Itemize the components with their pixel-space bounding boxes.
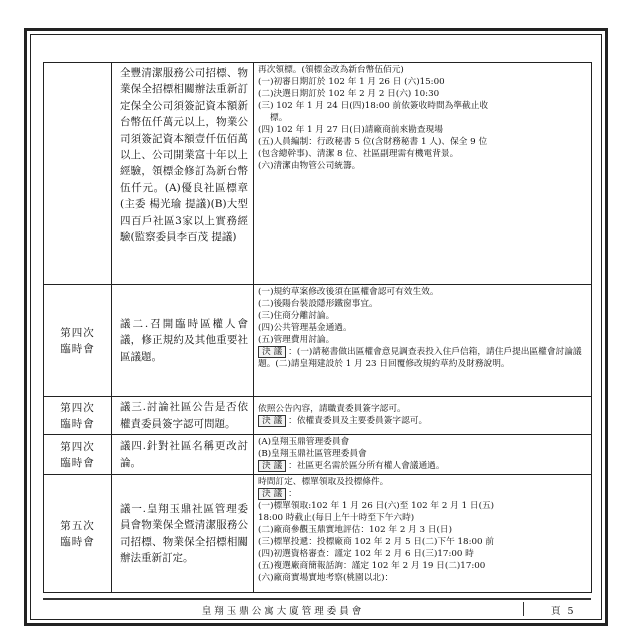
description-cell	[254, 63, 592, 285]
description-line: (四)初選資格審查：謹定 102 年 2 月 6 日(三)17:00 時	[258, 549, 474, 559]
description-line: (六)廠商實場實地考察(桃園以北)：	[258, 573, 394, 583]
description-line: (二)決選日期訂於 102 年 2 月 2 日(六) 10:30	[258, 89, 440, 99]
description-line: (A)皇翔玉鼎管理委員會	[258, 437, 350, 447]
resolution	[258, 460, 587, 472]
agenda-item-cell: 議一.皇翔玉鼎社區管理委員會物業保全暨清潔服務公司招標、物業保全招標相關辦法重新訂定。	[112, 475, 254, 593]
agenda-item-cell: 議二.召開臨時區權人會議，修正規約及其他重要社區議題。	[112, 285, 254, 397]
page-number: 頁 5	[551, 606, 576, 617]
footer-divider	[523, 602, 524, 616]
resolution-label: 決 議	[258, 415, 286, 427]
meeting-cell: 第四次 臨時會	[44, 285, 112, 397]
resolution	[258, 488, 587, 500]
resolution-text: ：(一)請秘書做出區權會意見調查表投入住戶信箱，請住戶提出區權會討論議題。(二)請皇翔建設於 1 月 23 日回覆修改規約草約及財務說明。	[258, 347, 582, 369]
description-line: (三) 102 年 1 月 24 日(四)18:00 前依簽收時間為準截止收	[258, 101, 489, 111]
description-line: (五)複選廠商簡報話詢：謹定 102 年 2 月 19 日(二)17:00	[258, 561, 486, 571]
resolution-text: ：	[288, 489, 297, 499]
table-row	[44, 285, 592, 397]
description-line: (四) 102 年 1 月 27 日(日)請廠商前來勘查現場	[258, 125, 443, 135]
resolution	[258, 415, 587, 427]
description-line: (一)初審日期訂於 102 年 1 月 26 日 (六)15:00	[258, 77, 445, 87]
description-line: (一)規約草案修改後須在區權會認可有效生效。	[258, 287, 439, 297]
description-line: (四)公共管理基金通過。	[258, 323, 352, 333]
description-line: (三)標單投遞：投標廠商 102 年 2 月 5 日(二)下午 18:00 前	[258, 537, 495, 547]
description-line: 依照公告內容，請職責委員簽字認可。	[258, 404, 406, 414]
description-line: 時間訂定、標單領取及投標條件。	[258, 477, 389, 487]
table-row	[44, 475, 592, 593]
description-line: 再次領標。(領標金改為新台幣伍佰元)	[258, 65, 404, 75]
description-line: (三)住商分離討論。	[258, 311, 335, 321]
description-cell	[254, 475, 592, 593]
description-cell	[254, 435, 592, 475]
description-line: 標。	[270, 113, 288, 123]
description-line: (五)人員編制：行政秘書 5 位(含財務秘書 1 人)、保全 9 位	[258, 137, 488, 147]
table-row	[44, 435, 592, 475]
description-line: (二)後陽台裝設隱形鐵窗事宜。	[258, 299, 378, 309]
resolution-text: ：社區更名需於區分所有權人會議通過。	[288, 461, 445, 471]
resolution	[258, 346, 587, 370]
table-row	[44, 63, 592, 285]
table-row	[44, 397, 592, 435]
description-line: (六)清潔由物管公司統籌。	[258, 161, 361, 171]
description-cell	[254, 285, 592, 397]
description-line: (二)廠商參觀玉鼎實地評估：102 年 2 月 3 日(日)	[258, 525, 453, 535]
meeting-cell	[44, 63, 112, 285]
resolution-text: ：依權責委員及主要委員簽字認可。	[288, 416, 428, 426]
description-line: 18:00 時截止(每日上午十時至下午六時)	[258, 513, 415, 523]
minutes-table	[43, 62, 592, 593]
agenda-item-cell: 全豐清潔服務公司招標、物業保全招標相關辦法重新訂定保全公司須簽記資本額新台幣伍仟萬元以上，物業公司須簽記資本額壹仟伍佰萬以上、公司開業富十年以上經驗，領標金修訂為新台幣伍仟元。(A)優良社區標章(主委 楊光瑜 提議)(B)大型四百戶社區3家以上實務經驗(監察委員李百茂 提議)	[112, 63, 254, 285]
resolution-label: 決 議	[258, 460, 286, 472]
description-line: (B)皇翔玉鼎社區管理委員會	[258, 449, 367, 459]
resolution-label: 決 議	[258, 346, 286, 358]
description-line: (包含總幹事)、清潔 8 位、社區副理需有機電背景。	[258, 149, 459, 159]
description-line: (五)管理費用討論。	[258, 335, 335, 345]
meeting-cell: 第四次 臨時會	[44, 435, 112, 475]
footer-title: 皇翔玉鼎公寓大廈管理委員會	[201, 606, 365, 617]
description-line: (一)標單領取:102 年 1 月 26 日(六)至 102 年 2 月 1 日(五)	[258, 501, 495, 511]
agenda-item-cell: 議四.針對社區名稱更改討論。	[112, 435, 254, 475]
meeting-cell: 第五次 臨時會	[44, 475, 112, 593]
agenda-item-cell: 議三.討論社區公告是否依權責委員簽字認可問題。	[112, 397, 254, 435]
meeting-cell: 第四次 臨時會	[44, 397, 112, 435]
page-footer	[43, 598, 591, 618]
resolution-label: 決 議	[258, 488, 286, 500]
description-cell	[254, 397, 592, 435]
